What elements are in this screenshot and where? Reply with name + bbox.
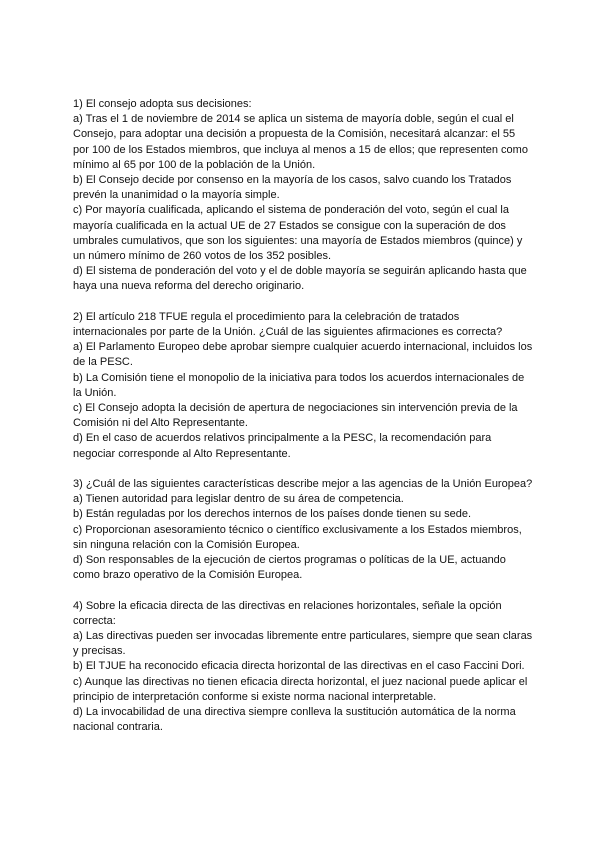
question-3 — [73, 477, 533, 583]
question-stem: 1) El consejo adopta sus decisiones: — [73, 98, 252, 110]
question-stem: 2) El artículo 218 TFUE regula el procedimiento para la celebración de tratados internacionales por parte de la Unión. ¿Cuál de las siguientes afirmaciones es correcta? — [73, 310, 503, 339]
answer-option-c: c) Aunque las directivas no tienen eficacia directa horizontal, el juez nacional puede aplicar el principio de interpretación conforme si existe norma nacional interpretable. — [73, 675, 528, 703]
answer-option-a: a) Tras el 1 de noviembre de 2014 se aplica un sistema de mayoría doble, según el cual el Consejo, para adoptar una decisión a propuesta de la Comisión, necesitará alcanzar: el 55 por 100 de los Estados miembros, que incluya al menos a 15 de ellos; que representen como mínimo al 65 por 100 de la población de la Unión. — [73, 113, 528, 171]
answer-option-d: d) El sistema de ponderación del voto y el de doble mayoría se seguirán aplicando hasta que haya una nueva reforma del derecho originario. — [73, 265, 527, 293]
document-body — [73, 97, 533, 751]
answer-option-b: b) Están reguladas por los derechos internos de los países donde tienen su sede. — [73, 508, 472, 521]
answer-option-c: c) El Consejo adopta la decisión de apertura de negociaciones sin intervención previa de la Comisión ni del Alto Representante. — [73, 402, 518, 430]
answer-option-a: a) El Parlamento Europeo debe aprobar siempre cualquier acuerdo internacional, incluidos los de la PESC. — [73, 341, 533, 369]
answer-option-b: b) La Comisión tiene el monopolio de la iniciativa para todos los acuerdos internacionales de la Unión. — [73, 371, 525, 399]
answer-option-d: d) La invocabilidad de una directiva siempre conlleva la sustitución automática de la norma nacional contraria. — [73, 706, 516, 734]
answer-option-c: c) Por mayoría cualificada, aplicando el sistema de ponderación del voto, según el cual la mayoría cualificada en la actual UE de 27 Estados se consigue con la superación de dos umbrales cumulativos, que son los siguientes: una mayoría de Estados miembros (quince) y un número mínimo de 260 votos de los 352 posibles. — [73, 204, 523, 263]
question-stem: 4) Sobre la eficacia directa de las directivas en relaciones horizontales, señale la opción correcta: — [73, 599, 502, 627]
answer-option-a: a) Tienen autoridad para legislar dentro de su área de competencia. — [73, 493, 404, 506]
question-1 — [73, 97, 533, 295]
answer-option-a: a) Las directivas pueden ser invocadas libremente entre particulares, siempre que sean claras y precisas. — [73, 630, 533, 658]
question-4 — [73, 599, 533, 736]
answer-option-d: d) Son responsables de la ejecución de ciertos programas o políticas de la UE, actuando como brazo operativo de la Comisión Europea. — [73, 554, 506, 582]
answer-option-c: c) Proporcionan asesoramiento técnico o científico exclusivamente a los Estados miembros, sin ninguna relación con la Comisión Europea. — [73, 523, 522, 551]
answer-option-b: b) El TJUE ha reconocido eficacia directa horizontal de las directivas en el caso Faccini Dori. — [73, 660, 525, 673]
question-2 — [73, 310, 533, 462]
question-stem: 3) ¿Cuál de las siguientes características describe mejor a las agencias de la Unión Europea? — [73, 478, 533, 491]
answer-option-b: b) El Consejo decide por consenso en la mayoría de los casos, salvo cuando los Tratados prevén la unanimidad o la mayoría simple. — [73, 174, 512, 202]
answer-option-d: d) En el caso de acuerdos relativos principalmente a la PESC, la recomendación para negociar corresponde al Alto Representante. — [73, 432, 492, 460]
